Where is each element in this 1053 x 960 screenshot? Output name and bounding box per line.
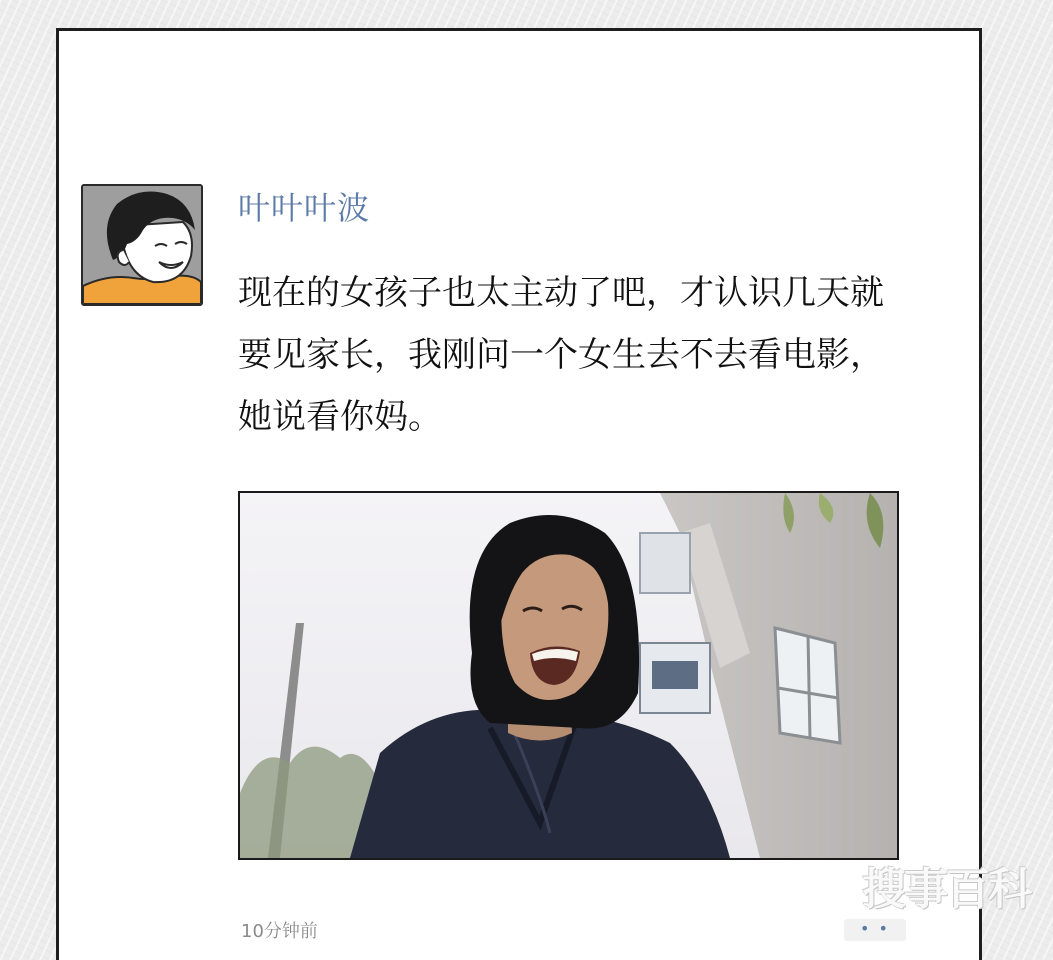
avatar[interactable] (81, 184, 203, 306)
post-text (238, 262, 918, 448)
cartoon-person-avatar-icon (83, 186, 201, 304)
post-text-line: 现在的女孩子也太主动了吧，才认识几天就 (238, 273, 884, 313)
post-photo[interactable] (238, 491, 899, 860)
username[interactable]: 叶叶叶波 (238, 189, 371, 227)
laughing-man-photo (240, 493, 897, 858)
post-timestamp: 10分钟前 (241, 921, 318, 942)
post-text-line: 要见家长，我刚问一个女生去不去看电影， (238, 335, 884, 375)
watermark: 搜事百科 (862, 864, 1030, 915)
post-text-line: 她说看你妈。 (238, 397, 442, 437)
more-dots-icon[interactable]: • • (844, 919, 906, 941)
